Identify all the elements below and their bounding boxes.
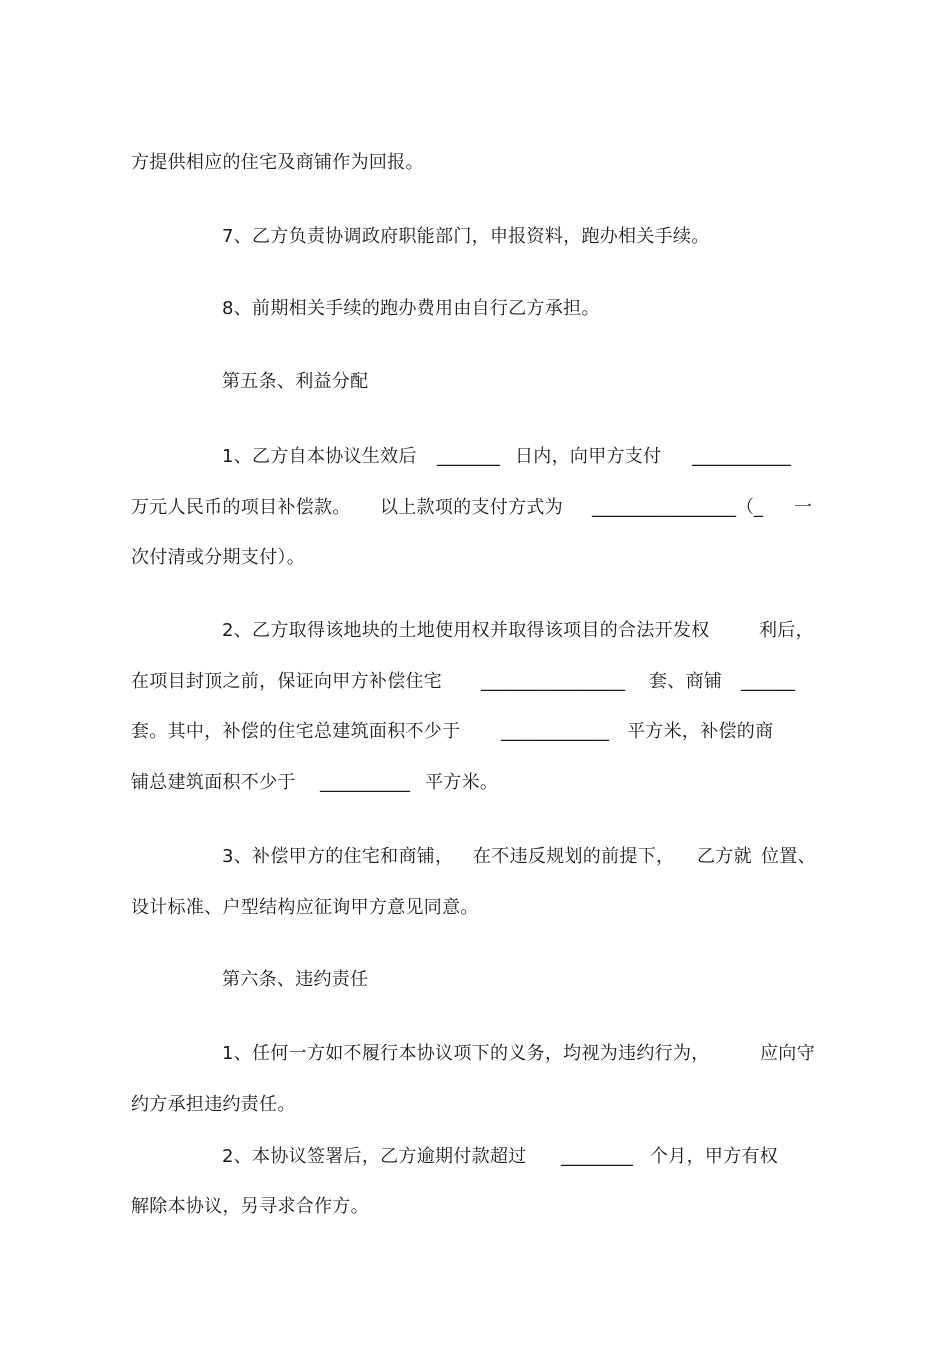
fill-blank-amount: ___________	[692, 446, 791, 467]
clause-text: 在不违反规划的前提下，	[473, 846, 675, 867]
fill-blank-months: ________	[561, 1146, 633, 1167]
clause-text: 乙方就	[697, 846, 752, 867]
clause-text: 铺总建筑面积不少于	[131, 772, 296, 793]
clause-text: 利后，	[759, 620, 814, 641]
fill-blank-payment-method: ________________（_	[592, 497, 763, 518]
clause-text: 1、乙方自本协议生效后	[222, 446, 417, 467]
clause-text: 套。其中，补偿的住宅总建筑面积不少于	[131, 721, 461, 742]
fill-blank-shop-count: ______	[741, 671, 795, 692]
clause-text: 一	[794, 497, 813, 518]
clause-text: 日内，向甲方支付	[515, 446, 662, 467]
clause-text: 2、乙方取得该地块的土地使用权并取得该项目的合法开发权	[222, 620, 710, 641]
clause-text: 在项目封顶之前，保证向甲方补偿住宅	[131, 671, 443, 692]
section-heading-5: 第五条、利益分配	[222, 371, 369, 392]
clause-text: 应向守	[760, 1043, 815, 1064]
clause-text: 万元人民币的项目补偿款。	[131, 497, 351, 518]
clause-text: 平方米。	[425, 772, 499, 793]
clause-text: 套、商铺	[649, 671, 723, 692]
clause-text: 约方承担违约责任。	[131, 1094, 296, 1115]
fill-blank-days: _______	[437, 446, 500, 467]
section-heading-6: 第六条、违约责任	[222, 969, 369, 990]
fill-blank-shop-area: __________	[320, 772, 410, 793]
clause-text: 3、补偿甲方的住宅和商铺，	[222, 846, 454, 867]
clause-text: 设计标准、户型结构应征询甲方意见同意。	[131, 897, 479, 918]
clause-text: 次付清或分期支付）。	[131, 547, 305, 568]
clause-text: 1、任何一方如不履行本协议项下的义务，均视为违约行为，	[222, 1043, 710, 1064]
clause-text: 2、本协议签署后，乙方逾期付款超过	[222, 1146, 527, 1167]
fill-blank-residence-count: ________________	[481, 671, 625, 692]
fill-blank-residence-area: ____________	[501, 721, 609, 742]
clause-text: 个月，甲方有权	[650, 1146, 779, 1167]
clause-item-8: 8、前期相关手续的跑办费用由自行乙方承担。	[222, 298, 600, 319]
paragraph-line: 方提供相应的住宅及商铺作为回报。	[131, 152, 424, 173]
clause-text: 位置、	[761, 846, 816, 867]
clause-item-7: 7、乙方负责协调政府职能部门，申报资料，跑办相关手续。	[222, 226, 710, 247]
clause-text: 以上款项的支付方式为	[380, 497, 563, 518]
clause-text: 解除本协议，另寻求合作方。	[131, 1196, 369, 1217]
clause-text: 平方米，补偿的商	[627, 721, 774, 742]
